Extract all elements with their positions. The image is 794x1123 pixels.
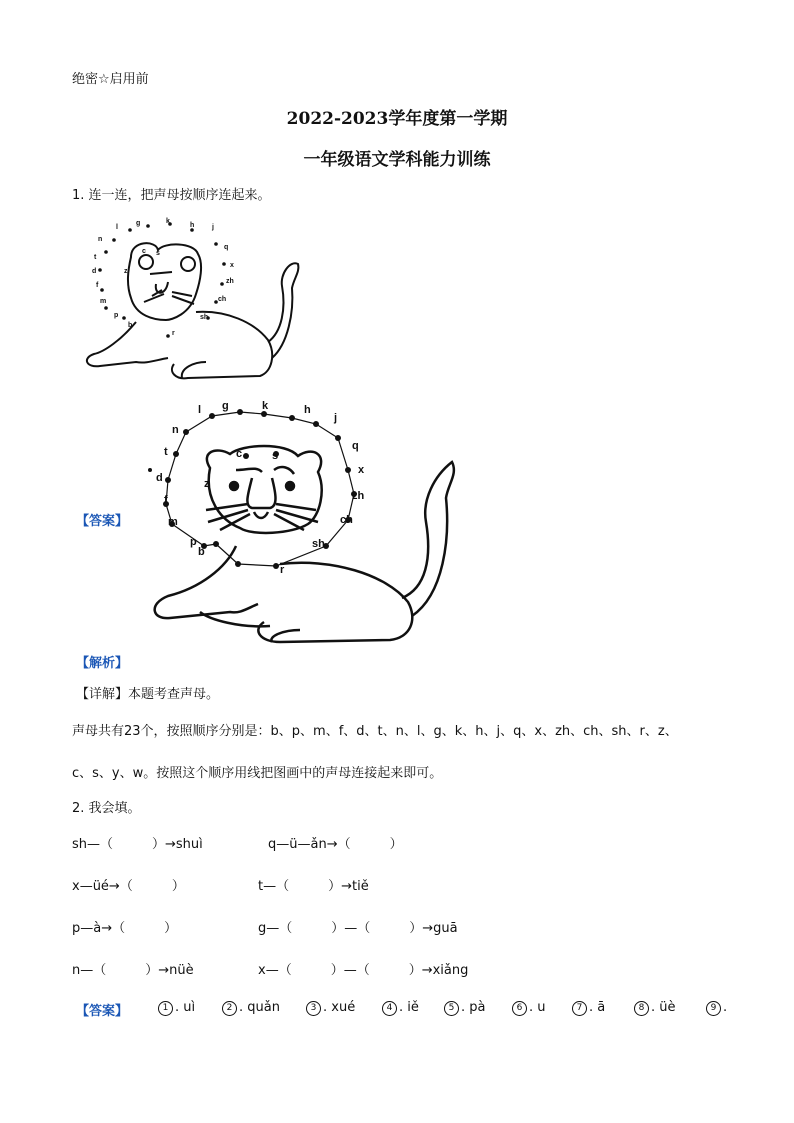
answer-letter-n: n	[172, 424, 179, 436]
small-letter-n: n	[98, 236, 103, 243]
q2-row-2-right: t—（ ）→tiě	[258, 879, 369, 894]
answer-number-badge: 9	[706, 1001, 721, 1016]
answer-letter-p: p	[190, 536, 197, 548]
q2-answer-7: 7 . ā	[572, 1000, 605, 1016]
small-letter-b: b	[128, 322, 133, 329]
answer-letter-l: l	[198, 404, 202, 416]
small-letter-p: p	[114, 312, 119, 319]
q2-row-4-left: n—（ ）→nüè	[72, 963, 194, 978]
small-letter-h: h	[190, 222, 195, 229]
q2-answer-6: 6 . u	[512, 1000, 546, 1016]
answer-letter-x: x	[358, 464, 365, 476]
small-letter-q: q	[224, 244, 229, 251]
small-letter-j: j	[212, 224, 214, 231]
answer-letter-f: f	[164, 494, 168, 506]
q1-explanation-line-1: 声母共有23个，按照顺序分别是：b、p、m、f、d、t、n、l、g、k、h、j、q、x、zh、ch、sh、r、z、	[72, 724, 678, 739]
answer-number-badge: 7	[572, 1001, 587, 1016]
answer-letter-layer	[140, 398, 470, 646]
answer-number-badge: 1	[158, 1001, 173, 1016]
answer-letter-j: j	[334, 412, 338, 424]
answer-letter-h: h	[304, 404, 311, 416]
small-letter-c: c	[142, 248, 146, 255]
answer-letter-sh: sh	[312, 538, 325, 550]
q2-answer-tag: 【答案】	[76, 1004, 129, 1019]
small-letter-ch: ch	[218, 296, 227, 303]
q2-answer-9: 9 .	[706, 1000, 727, 1016]
answer-letter-s: s	[272, 450, 279, 462]
answer-letter-c: c	[236, 448, 243, 460]
q2-row-2-left: x—üé→（ ）	[72, 879, 185, 894]
answer-letter-ch: ch	[340, 514, 353, 526]
q2-answer-2: 2 . quǎn	[222, 1000, 280, 1016]
answer-letter-t: t	[164, 446, 168, 458]
question-2: 2. 我会填。	[72, 801, 141, 816]
q2-answer-8: 8 . üè	[634, 1000, 676, 1016]
small-letter-f: f	[96, 282, 99, 289]
small-letter-t: t	[94, 254, 97, 261]
q1-detail	[76, 683, 219, 702]
small-letter-r: r	[172, 330, 175, 337]
q1-detail-text: 本题考查声母。	[128, 687, 220, 702]
q2-row-4-right: x—（ ）—（ ）→xiǎng	[258, 963, 469, 978]
q2-answer-5: 5 . pà	[444, 1000, 485, 1016]
small-letter-sh: sh	[200, 314, 209, 321]
q2-row-1-left: sh—（ ）→shuì	[72, 837, 203, 852]
small-letter-z: z	[124, 268, 128, 275]
answer-letter-m: m	[168, 516, 178, 528]
answer-letter-r: r	[280, 564, 285, 576]
answer-letter-g: g	[222, 400, 229, 412]
q2-row-1-right: q—ü—ǎn→（ ）	[268, 837, 403, 852]
q1-explanation-line-2: c、s、y、w。按照这个顺序用线把图画中的声母连接起来即可。	[72, 766, 443, 781]
small-letter-zh: zh	[226, 278, 234, 285]
q2-answer-1: 1 . uì	[158, 1000, 195, 1016]
q2-answer-3: 3 . xué	[306, 1000, 355, 1016]
answer-number-badge: 6	[512, 1001, 527, 1016]
small-letter-d: d	[92, 268, 97, 275]
small-letter-g: g	[136, 220, 141, 227]
answer-letter-d: d	[156, 472, 163, 484]
page-subtitle: 一年级语文学科能力训练	[303, 150, 491, 170]
small-letter-m: m	[100, 298, 107, 305]
answer-number-badge: 3	[306, 1001, 321, 1016]
answer-number-badge: 5	[444, 1001, 459, 1016]
answer-letter-k: k	[262, 400, 269, 412]
answer-letter-z: z	[204, 478, 210, 490]
small-letter-l: l	[116, 224, 118, 231]
answer-letter-b: b	[198, 546, 205, 558]
q1-answer-tag: 【答案】	[76, 514, 129, 529]
answer-letter-zh: zh	[352, 490, 365, 502]
q2-answer-4: 4 . iě	[382, 1000, 419, 1016]
answer-number-badge: 2	[222, 1001, 237, 1016]
question-1: 1. 连一连，把声母按顺序连起来。	[72, 188, 271, 203]
q2-row-3-left: p—à→（ ）	[72, 921, 178, 936]
q2-row-3-right: g—（ ）—（ ）→guā	[258, 921, 458, 936]
answer-number-badge: 8	[634, 1001, 649, 1016]
q1-analysis-tag: 【解析】	[76, 656, 129, 671]
small-letter-k: k	[166, 218, 170, 225]
small-letter-s: s	[156, 250, 160, 257]
answer-letter-q: q	[352, 440, 359, 452]
small-letter-x: x	[230, 262, 234, 269]
q1-detail-tag: 【详解】	[76, 687, 129, 702]
page-title: 2022-2023学年度第一学期	[286, 109, 508, 129]
lion-puzzle-image	[76, 212, 306, 386]
confidential-label: 绝密☆启用前	[72, 72, 149, 87]
answer-number-badge: 4	[382, 1001, 397, 1016]
